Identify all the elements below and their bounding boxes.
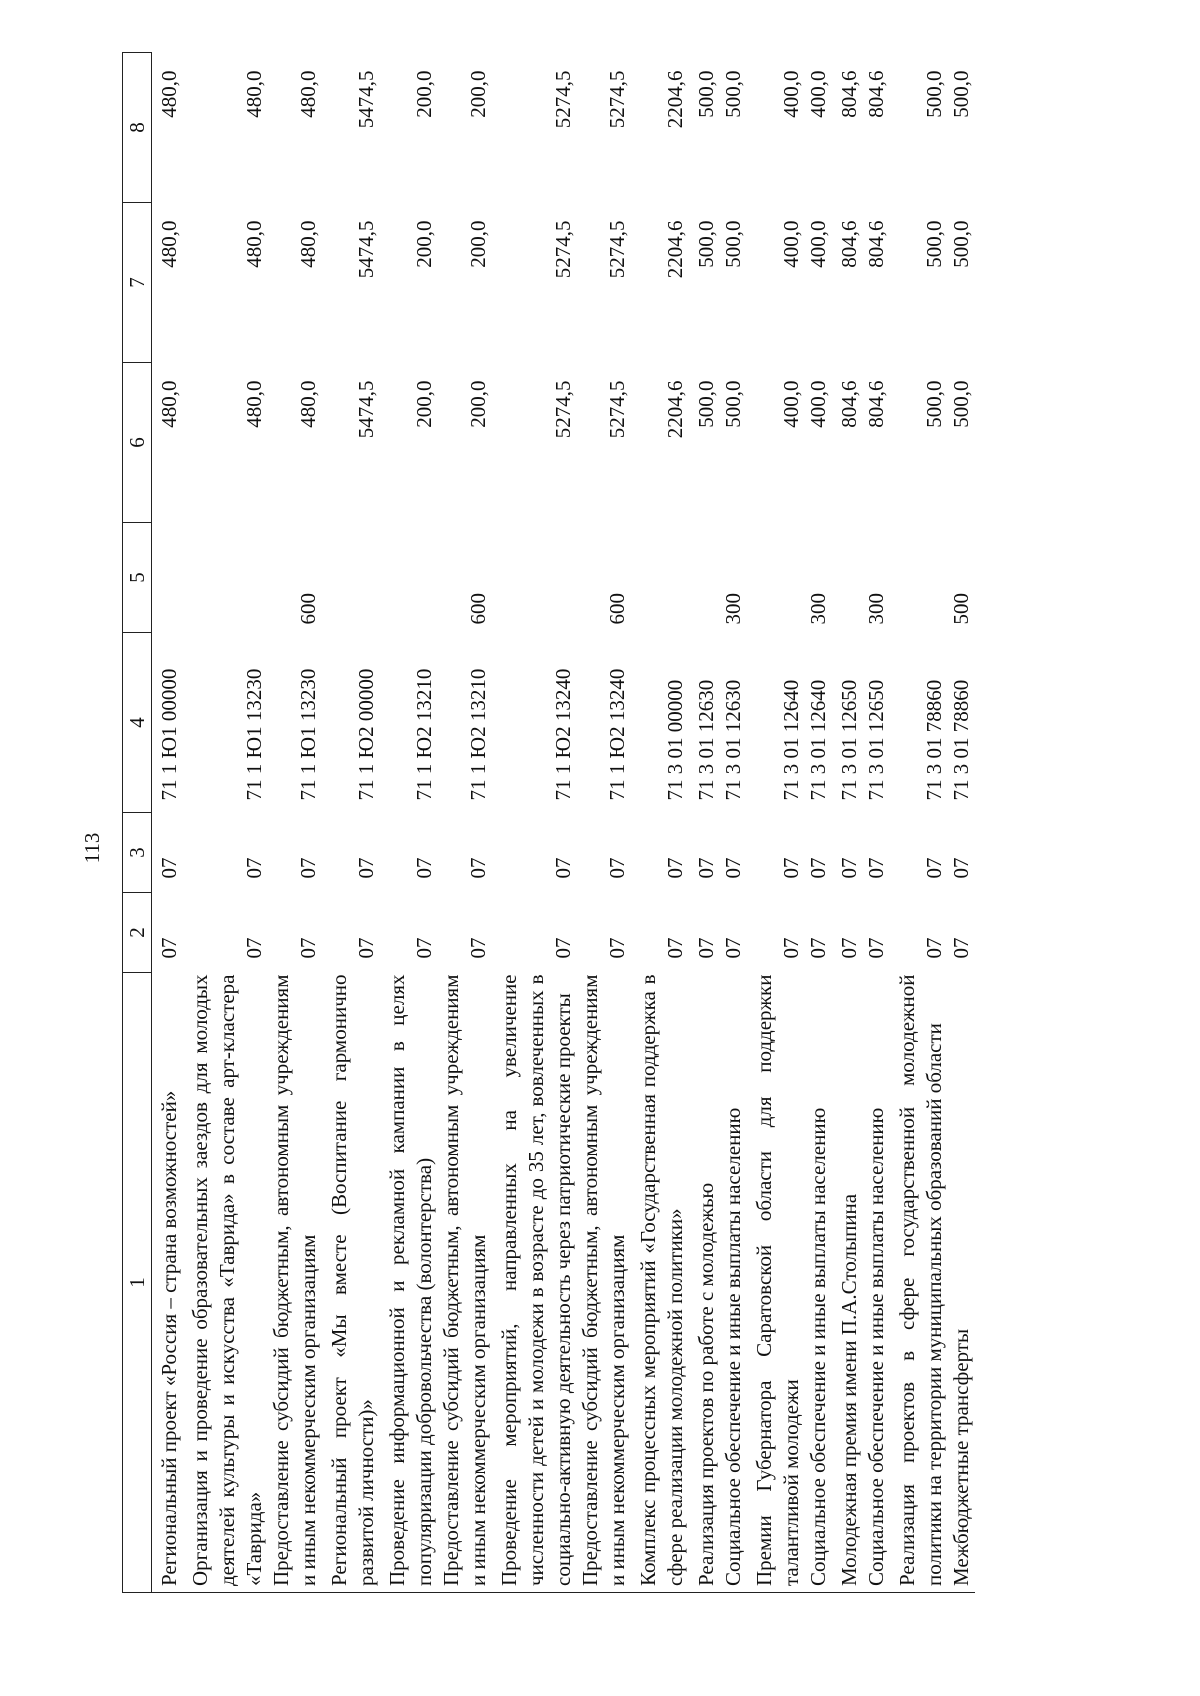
column-header: 1 <box>123 973 152 1593</box>
row-subsection: 07 <box>466 857 490 879</box>
table-row <box>322 53 380 1593</box>
row-expense-type <box>152 523 184 633</box>
row-amount-2025: 804,6 <box>837 220 861 268</box>
page-number: 113 <box>80 832 104 864</box>
row-expense-type <box>631 523 689 633</box>
column-header: 2 <box>123 893 152 973</box>
row-name: Организация и проведение образовательных заездов для молодых деятелей культуры и искусства «Таврида» в составе арт-кластера «Таврида» <box>188 974 266 1586</box>
row-name: Межбюджетные трансферты <box>949 1328 973 1586</box>
row-amount-2025: 400,0 <box>779 220 803 268</box>
row-amount-2025: 500,0 <box>721 220 745 268</box>
row-amount-2024: 5274,5 <box>551 380 575 439</box>
table-row <box>183 53 268 1593</box>
row-amount-2025: 480,0 <box>296 220 320 268</box>
row-section: 07 <box>779 937 803 959</box>
row-amount-2024: 480,0 <box>157 380 181 428</box>
row-subsection: 07 <box>157 857 181 879</box>
row-target-code: 71 1 Ю2 13210 <box>466 668 490 801</box>
row-name: Социальное обеспечение и иные выплаты населению <box>864 1107 888 1586</box>
row-section: 07 <box>412 937 436 959</box>
row-amount-2024: 200,0 <box>412 380 436 428</box>
column-header: 3 <box>123 813 152 893</box>
row-section: 07 <box>721 937 745 959</box>
row-subsection: 07 <box>694 857 718 879</box>
row-name: Региональный проект «Мы вместе (Воспитание гармонично развитой личности)» <box>327 974 378 1586</box>
row-section: 07 <box>694 937 718 959</box>
row-target-code: 71 3 01 12650 <box>837 679 861 801</box>
row-amount-2026: 480,0 <box>157 70 181 118</box>
row-amount-2024: 804,6 <box>837 380 861 428</box>
column-header: 4 <box>123 633 152 813</box>
row-section: 07 <box>806 937 830 959</box>
budget-table <box>122 52 975 1593</box>
row-name: Комплекс процессных мероприятий «Государственная поддержка в сфере реализации молодежной политики» <box>636 974 687 1586</box>
row-amount-2026: 200,0 <box>412 70 436 118</box>
row-amount-2024: 480,0 <box>296 380 320 428</box>
row-target-code: 71 1 Ю1 13230 <box>296 668 320 801</box>
row-amount-2024: 400,0 <box>779 380 803 428</box>
row-subsection: 07 <box>296 857 320 879</box>
row-target-code: 71 1 Ю2 00000 <box>354 668 378 801</box>
table-row <box>805 53 832 1593</box>
row-subsection: 07 <box>412 857 436 879</box>
table-row <box>268 53 322 1593</box>
row-expense-type <box>832 523 863 633</box>
column-header: 8 <box>123 53 152 203</box>
table-row <box>948 53 975 1593</box>
table-body <box>152 53 976 1593</box>
row-amount-2026: 500,0 <box>949 70 973 118</box>
row-expense-type <box>747 523 805 633</box>
row-target-code: 71 1 Ю1 13230 <box>242 668 266 801</box>
table-row <box>720 53 747 1593</box>
row-amount-2026: 500,0 <box>694 70 718 118</box>
row-amount-2025: 2204,6 <box>663 220 687 279</box>
row-amount-2025: 804,6 <box>864 220 888 268</box>
row-amount-2026: 500,0 <box>721 70 745 118</box>
row-amount-2026: 5474,5 <box>354 70 378 129</box>
row-amount-2024: 500,0 <box>721 380 745 428</box>
table-row <box>689 53 720 1593</box>
table-row <box>863 53 890 1593</box>
row-subsection: 07 <box>551 857 575 879</box>
row-amount-2025: 5274,5 <box>605 220 629 279</box>
row-expense-type: 500 <box>949 593 973 625</box>
row-expense-type <box>492 523 577 633</box>
table-row <box>438 53 492 1593</box>
row-amount-2026: 2204,6 <box>663 70 687 129</box>
row-amount-2026: 480,0 <box>242 70 266 118</box>
row-expense-type: 300 <box>721 593 745 625</box>
table-row <box>577 53 631 1593</box>
row-expense-type: 300 <box>806 593 830 625</box>
row-name: Молодежная премия имени П.А.Столыпина <box>837 1193 861 1586</box>
row-target-code: 71 1 Ю2 13240 <box>605 668 629 801</box>
row-subsection: 07 <box>605 857 629 879</box>
row-section: 07 <box>296 937 320 959</box>
row-amount-2024: 480,0 <box>242 380 266 428</box>
row-amount-2026: 804,6 <box>864 70 888 118</box>
row-amount-2025: 5474,5 <box>354 220 378 279</box>
row-target-code: 71 3 01 78860 <box>949 679 973 801</box>
header-row <box>123 53 152 1593</box>
row-subsection: 07 <box>721 857 745 879</box>
row-target-code: 71 1 Ю2 13210 <box>412 668 436 801</box>
row-amount-2026: 804,6 <box>837 70 861 118</box>
row-amount-2024: 5274,5 <box>605 380 629 439</box>
row-amount-2026: 5274,5 <box>605 70 629 129</box>
row-subsection: 07 <box>242 857 266 879</box>
row-subsection: 07 <box>949 857 973 879</box>
row-amount-2024: 200,0 <box>466 380 490 428</box>
table-row <box>152 53 184 1593</box>
row-target-code: 71 1 Ю2 13240 <box>551 668 575 801</box>
row-expense-type <box>380 523 438 633</box>
row-amount-2024: 804,6 <box>864 380 888 428</box>
row-name: Реализация проектов по работе с молодежью <box>694 1182 718 1586</box>
row-expense-type <box>689 523 720 633</box>
row-section: 07 <box>354 937 378 959</box>
row-name: Региональный проект «Россия – страна возможностей» <box>157 1090 181 1586</box>
table-row <box>890 53 948 1593</box>
row-name: Социальное обеспечение и иные выплаты населению <box>806 1107 830 1586</box>
row-target-code: 71 3 01 12640 <box>779 679 803 801</box>
row-section: 07 <box>949 937 973 959</box>
row-target-code: 71 3 01 00000 <box>663 679 687 801</box>
row-amount-2024: 500,0 <box>922 380 946 428</box>
row-amount-2024: 2204,6 <box>663 380 687 439</box>
row-subsection: 07 <box>864 857 888 879</box>
row-target-code: 71 3 01 78860 <box>922 679 946 801</box>
row-target-code: 71 1 Ю1 00000 <box>157 668 181 801</box>
row-section: 07 <box>551 937 575 959</box>
row-amount-2026: 500,0 <box>922 70 946 118</box>
row-subsection: 07 <box>779 857 803 879</box>
row-expense-type: 600 <box>605 593 629 625</box>
row-amount-2025: 500,0 <box>694 220 718 268</box>
row-amount-2025: 5274,5 <box>551 220 575 279</box>
row-subsection: 07 <box>922 857 946 879</box>
row-name: Предоставление субсидий бюджетным, автономным учреждениям и иным некоммерческим организациям <box>269 974 320 1586</box>
row-expense-type <box>322 523 380 633</box>
row-target-code: 71 3 01 12650 <box>864 679 888 801</box>
row-name: Реализация проектов в сфере государственной молодежной политики на территории муниципальных образований области <box>895 974 946 1586</box>
row-amount-2024: 5474,5 <box>354 380 378 439</box>
row-section: 07 <box>864 937 888 959</box>
row-section: 07 <box>466 937 490 959</box>
row-section: 07 <box>663 937 687 959</box>
column-header: 5 <box>123 523 152 633</box>
row-amount-2026: 400,0 <box>779 70 803 118</box>
row-amount-2025: 480,0 <box>242 220 266 268</box>
row-amount-2026: 200,0 <box>466 70 490 118</box>
row-amount-2025: 500,0 <box>922 220 946 268</box>
row-expense-type: 600 <box>296 593 320 625</box>
row-amount-2026: 480,0 <box>296 70 320 118</box>
row-amount-2025: 200,0 <box>466 220 490 268</box>
row-amount-2025: 500,0 <box>949 220 973 268</box>
row-amount-2024: 500,0 <box>694 380 718 428</box>
row-section: 07 <box>242 937 266 959</box>
row-name: Предоставление субсидий бюджетным, автономным учреждениям и иным некоммерческим организациям <box>439 974 490 1586</box>
row-section: 07 <box>605 937 629 959</box>
row-subsection: 07 <box>663 857 687 879</box>
row-expense-type: 300 <box>864 593 888 625</box>
row-target-code: 71 3 01 12630 <box>694 679 718 801</box>
table-row <box>747 53 805 1593</box>
row-amount-2025: 480,0 <box>157 220 181 268</box>
column-header: 7 <box>123 203 152 363</box>
row-amount-2026: 5274,5 <box>551 70 575 129</box>
table-row <box>380 53 438 1593</box>
column-header: 6 <box>123 363 152 523</box>
row-subsection: 07 <box>354 857 378 879</box>
row-target-code: 71 3 01 12640 <box>806 679 830 801</box>
row-section: 07 <box>157 937 181 959</box>
row-expense-type <box>890 523 948 633</box>
row-amount-2024: 500,0 <box>949 380 973 428</box>
row-amount-2024: 400,0 <box>806 380 830 428</box>
row-section: 07 <box>837 937 861 959</box>
rotated-table-wrapper <box>122 53 1142 1593</box>
row-subsection: 07 <box>806 857 830 879</box>
row-name: Проведение мероприятий, направленных на увеличение численности детей и молодежи в возрасте до 35 лет, вовлеченных в социально-активную деятельность через патриотические проекты <box>497 974 575 1586</box>
row-name: Премии Губернатора Саратовской области для поддержки талантливой молодежи <box>752 974 803 1586</box>
row-expense-type: 600 <box>466 593 490 625</box>
row-subsection: 07 <box>837 857 861 879</box>
row-target-code: 71 3 01 12630 <box>721 679 745 801</box>
row-name: Предоставление субсидий бюджетным, автономным учреждениям и иным некоммерческим организациям <box>578 974 629 1586</box>
table-row <box>631 53 689 1593</box>
row-name: Проведение информационной и рекламной кампании в целях популяризации добровольчества (волонтерства) <box>385 974 436 1586</box>
row-name: Социальное обеспечение и иные выплаты населению <box>721 1107 745 1586</box>
row-expense-type <box>183 523 268 633</box>
row-amount-2026: 400,0 <box>806 70 830 118</box>
table-row <box>832 53 863 1593</box>
row-section: 07 <box>922 937 946 959</box>
row-amount-2025: 200,0 <box>412 220 436 268</box>
row-amount-2025: 400,0 <box>806 220 830 268</box>
table-row <box>492 53 577 1593</box>
